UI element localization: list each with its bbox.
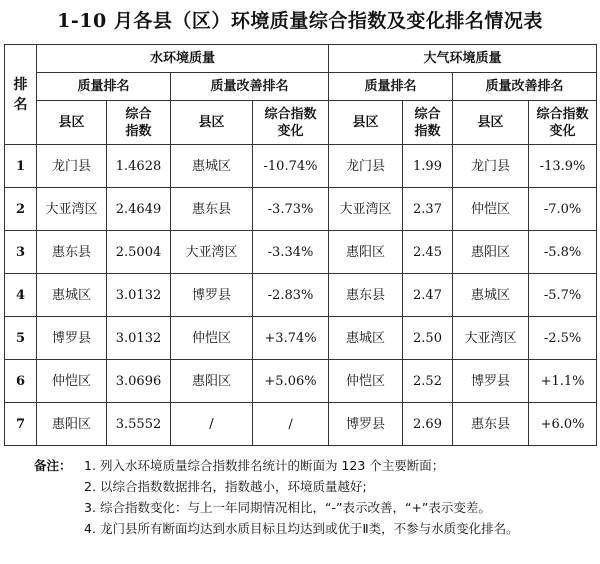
note-number: 3. (84, 500, 96, 515)
note-text: 以综合指数数据排名，指数越小，环境质量越好; (100, 479, 367, 494)
water-quality-index: 3.5552 (107, 403, 171, 446)
rank-cell: 7 (5, 403, 37, 446)
note-text: 列入水环境质量综合指数排名统计的断面为 123 个主要断面； (100, 458, 445, 473)
note-text: 综合指数变化：与上一年同期情况相比，“-”表示改善，“+”表示变差。 (100, 500, 491, 515)
air-quality-index: 2.69 (403, 403, 453, 446)
rank-cell: 2 (5, 188, 37, 231)
air-improve-change: -13.9% (529, 145, 597, 188)
water-quality-county: 博罗县 (37, 317, 107, 360)
air-improve-county: 惠阳区 (453, 231, 529, 274)
notes (34, 455, 594, 539)
notes-list (34, 455, 594, 539)
air-q-county-header: 县区 (329, 101, 403, 145)
air-quality-index: 2.45 (403, 231, 453, 274)
water-quality-index: 3.0132 (107, 317, 171, 360)
air-improve-county: 龙门县 (453, 145, 529, 188)
rank-cell: 1 (5, 145, 37, 188)
water-improve-county: / (171, 403, 253, 446)
table-row (5, 145, 597, 188)
table-row (5, 317, 597, 360)
rank-cell: 5 (5, 317, 37, 360)
air-improve-change: -2.5% (529, 317, 597, 360)
air-improve-county: 大亚湾区 (453, 317, 529, 360)
note-text: 龙门县所有断面均达到水质目标且均达到或优于Ⅱ类，不参与水质变化排名。 (100, 521, 519, 536)
water-q-county-header: 县区 (37, 101, 107, 145)
water-quality-index: 3.0132 (107, 274, 171, 317)
air-improve-county: 惠城区 (453, 274, 529, 317)
note-number: 2. (84, 479, 96, 494)
air-improve-change: -5.7% (529, 274, 597, 317)
air-quality-county: 仲恺区 (329, 360, 403, 403)
air-quality-rank-header: 质量排名 (329, 73, 453, 101)
rank-cell: 4 (5, 274, 37, 317)
water-quality-index: 2.4649 (107, 188, 171, 231)
water-improve-county: 博罗县 (171, 274, 253, 317)
water-i-county-header: 县区 (171, 101, 253, 145)
water-improve-county: 惠东县 (171, 188, 253, 231)
air-improve-rank-header: 质量改善排名 (453, 73, 597, 101)
water-improve-change: +5.06% (253, 360, 329, 403)
air-quality-index: 1.99 (403, 145, 453, 188)
note-item (84, 476, 594, 497)
water-quality-county: 仲恺区 (37, 360, 107, 403)
ranking-table (4, 44, 597, 446)
air-i-county-header: 县区 (453, 101, 529, 145)
note-number: 4. (84, 521, 96, 536)
air-improve-change: +6.0% (529, 403, 597, 446)
air-i-change-header: 综合指数变化 (529, 101, 597, 145)
air-quality-county: 博罗县 (329, 403, 403, 446)
air-improve-change: +1.1% (529, 360, 597, 403)
rank-cell: 3 (5, 231, 37, 274)
air-quality-header: 大气环境质量 (329, 45, 597, 73)
air-improve-county: 博罗县 (453, 360, 529, 403)
water-quality-index: 3.0696 (107, 360, 171, 403)
table-row (5, 188, 597, 231)
table-title: 1-10 月各县（区）环境质量综合指数及变化排名情况表 (57, 10, 543, 32)
water-quality-county: 惠城区 (37, 274, 107, 317)
air-improve-county: 仲恺区 (453, 188, 529, 231)
table-row (5, 360, 597, 403)
water-quality-county: 大亚湾区 (37, 188, 107, 231)
water-q-index-header: 综合指数 (107, 101, 171, 145)
note-item (84, 455, 594, 476)
water-quality-index: 1.4628 (107, 145, 171, 188)
water-improve-county: 惠阳区 (171, 360, 253, 403)
water-improve-change: -2.83% (253, 274, 329, 317)
air-quality-index: 2.37 (403, 188, 453, 231)
water-i-change-header: 综合指数变化 (253, 101, 329, 145)
table-row (5, 403, 597, 446)
water-quality-header: 水环境质量 (37, 45, 329, 73)
air-quality-index: 2.50 (403, 317, 453, 360)
water-improve-change: -10.74% (253, 145, 329, 188)
air-quality-index: 2.47 (403, 274, 453, 317)
air-improve-change: -5.8% (529, 231, 597, 274)
table-row (5, 274, 597, 317)
water-quality-county: 惠阳区 (37, 403, 107, 446)
air-quality-county: 大亚湾区 (329, 188, 403, 231)
water-quality-index: 2.5004 (107, 231, 171, 274)
water-improve-change: -3.34% (253, 231, 329, 274)
table-row (5, 231, 597, 274)
water-quality-county: 龙门县 (37, 145, 107, 188)
water-improve-change: +3.74% (253, 317, 329, 360)
rank-header: 排名 (5, 45, 37, 145)
note-item (84, 497, 594, 518)
note-item (84, 518, 594, 539)
water-improve-county: 惠城区 (171, 145, 253, 188)
water-improve-county: 仲恺区 (171, 317, 253, 360)
water-improve-change: -3.73% (253, 188, 329, 231)
air-quality-county: 惠东县 (329, 274, 403, 317)
water-improve-county: 大亚湾区 (171, 231, 253, 274)
air-quality-county: 惠阳区 (329, 231, 403, 274)
air-improve-change: -7.0% (529, 188, 597, 231)
air-improve-county: 惠东县 (453, 403, 529, 446)
air-quality-county: 龙门县 (329, 145, 403, 188)
note-number: 1. (84, 458, 96, 473)
water-improve-change: / (253, 403, 329, 446)
air-quality-county: 惠城区 (329, 317, 403, 360)
rank-cell: 6 (5, 360, 37, 403)
water-improve-rank-header: 质量改善排名 (171, 73, 329, 101)
water-quality-county: 惠东县 (37, 231, 107, 274)
air-quality-index: 2.52 (403, 360, 453, 403)
notes-label: 备注： (34, 458, 72, 473)
water-quality-rank-header: 质量排名 (37, 73, 171, 101)
air-q-index-header: 综合指数 (403, 101, 453, 145)
